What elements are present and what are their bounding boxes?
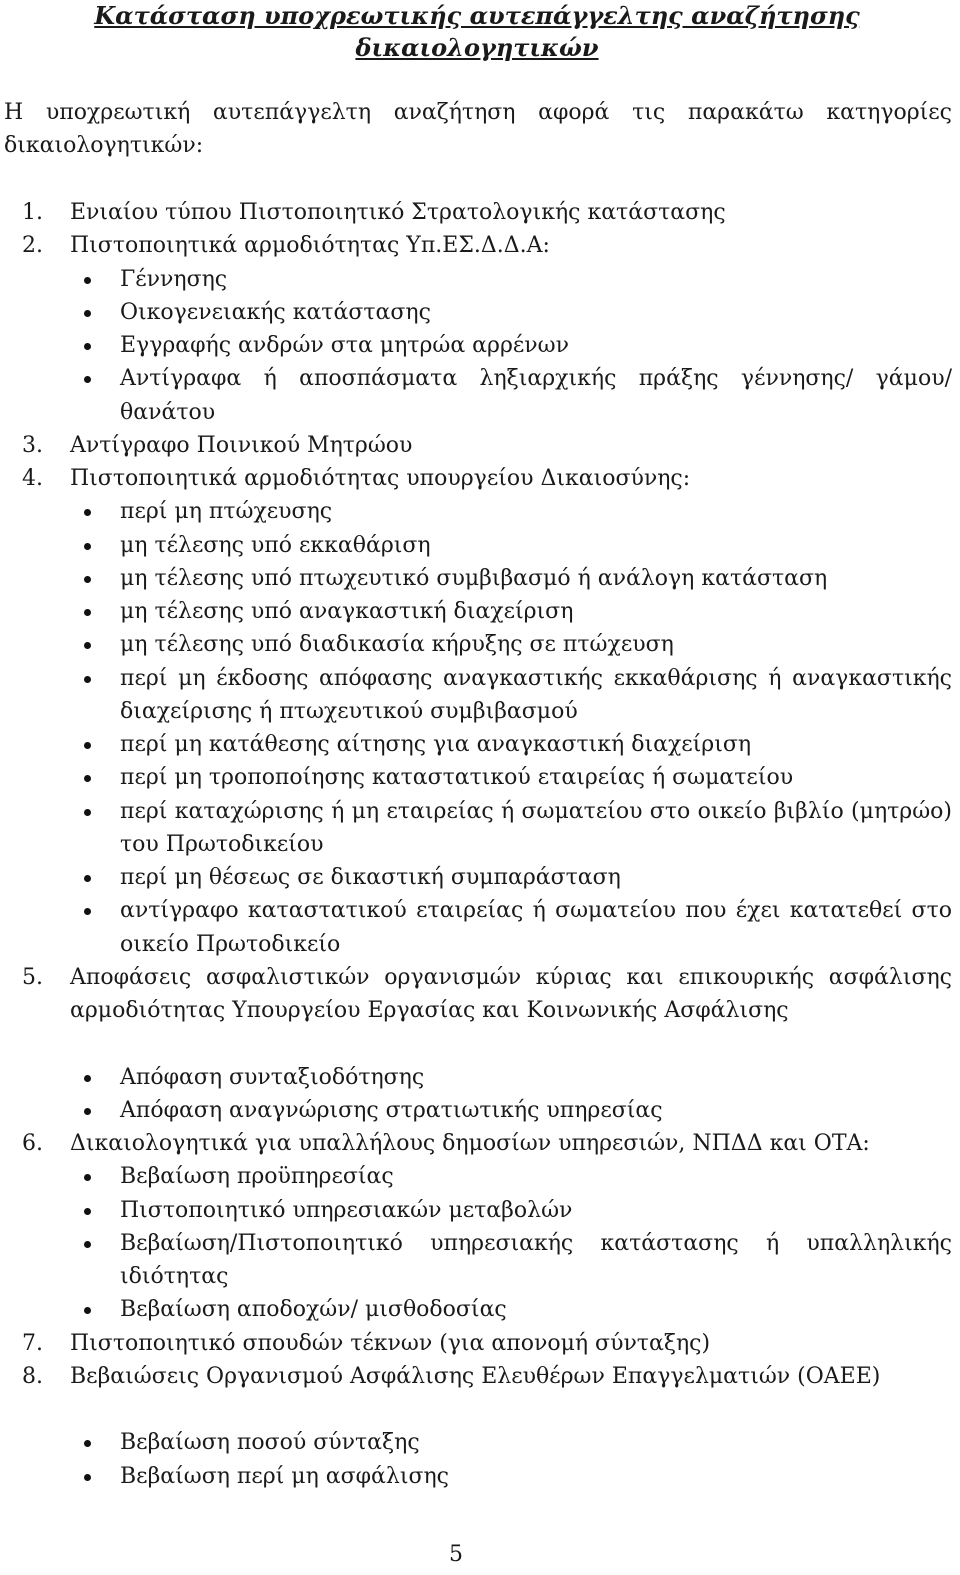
bullet-text: Βεβαίωση προϋπηρεσίας: [120, 1164, 394, 1190]
bullet-item: [0, 1094, 960, 1127]
bullet-icon: [84, 277, 91, 284]
bullet-item: [0, 263, 960, 296]
intro-line-1: Η υποχρεωτική αυτεπάγγελτη αναζήτηση αφορά τις παρακάτω κατηγορίες: [4, 100, 952, 125]
intro-paragraph: [4, 96, 952, 162]
bullet-icon: [84, 1174, 91, 1181]
bullet-icon: [84, 1108, 91, 1115]
bullet-text: Αντίγραφα ή αποσπάσματα ληξιαρχικής πράξης γέννησης/ γάμου/θανάτου: [120, 366, 952, 425]
item-text: Βεβαιώσεις Οργανισμού Ασφάλισης Ελευθέρων Επαγγελματιών (ΟΑΕΕ): [70, 1363, 881, 1389]
item-number: 3.: [22, 432, 43, 458]
item-text: Πιστοποιητικό σπουδών τέκνων (για απονομή σύνταξης): [70, 1330, 711, 1356]
bullet-text: περί καταχώρισης ή μη εταιρείας ή σωματείου στο οικείο βιβλίο (μητρώο) του Πρωτοδικείου: [120, 798, 952, 857]
item-number: 7.: [22, 1330, 43, 1356]
bullet-text: Οικογενειακής κατάστασης: [120, 299, 431, 325]
bullet-icon: [84, 809, 91, 816]
bullet-icon: [84, 1241, 91, 1248]
bullet-icon: [84, 343, 91, 350]
bullet-icon: [84, 376, 91, 383]
page-number: 5: [449, 1542, 463, 1567]
item-text: Δικαιολογητικά για υπαλλήλους δημοσίων υπηρεσιών, ΝΠΔΔ και ΟΤΑ:: [70, 1131, 870, 1156]
bullet-item: [0, 894, 960, 961]
bullet-text: Απόφαση συνταξιοδότησης: [120, 1064, 425, 1090]
list-item: [0, 1360, 960, 1427]
bullet-icon: [84, 509, 91, 516]
bullet-item: [0, 728, 960, 761]
bullet-text: Βεβαίωση αποδοχών/ μισθοδοσίας: [120, 1297, 507, 1323]
title-line-1: Κατάσταση υποχρεωτικής αυτεπάγγελτης αναζήτησης: [94, 1, 860, 30]
bullet-item: [0, 1460, 960, 1493]
bullet-text: περί μη τροποποίησης καταστατικού εταιρείας ή σωματείου: [120, 765, 794, 791]
bullet-item: [0, 1227, 960, 1294]
bullet-icon: [84, 775, 91, 782]
bullet-item: [0, 1061, 960, 1094]
bullet-item: [0, 1194, 960, 1227]
list-item: [0, 429, 960, 462]
bullet-text: αντίγραφο καταστατικού εταιρείας ή σωματείου που έχει κατατεθεί στο οικείο Πρωτοδικείο: [120, 898, 952, 957]
bullet-item: [0, 562, 960, 595]
item-number: 6.: [22, 1131, 43, 1156]
bullet-icon: [84, 742, 91, 749]
bullet-icon: [84, 310, 91, 317]
item-number: 5.: [22, 964, 43, 990]
bullet-text: περί μη κατάθεσης αίτησης για αναγκαστική διαχείριση: [120, 732, 752, 757]
bullet-text: μη τέλεσης υπό πτωχευτικό συμβιβασμό ή ανάλογη κατάσταση: [120, 565, 828, 591]
bullet-text: Απόφαση αναγνώρισης στρατιωτικής υπηρεσίας: [120, 1097, 663, 1123]
item-number: 4.: [22, 466, 43, 491]
bullet-icon: [84, 1474, 91, 1481]
list-item: [0, 462, 960, 495]
bullet-item: [0, 761, 960, 794]
list-item: [0, 1127, 960, 1160]
item-text: Αποφάσεις ασφαλιστικών οργανισμών κύριας και επικουρικής ασφάλισης αρμοδιότητας Υπουργείου Εργασίας και Κοινωνικής Ασφάλισης: [70, 964, 952, 1023]
page-title: [0, 0, 954, 64]
list-item: [0, 961, 960, 1061]
list-item: [0, 229, 960, 262]
bullet-item: [0, 1293, 960, 1326]
bullet-text: Πιστοποιητικό υπηρεσιακών μεταβολών: [120, 1197, 573, 1223]
bullet-text: μη τέλεσης υπό αναγκαστική διαχείριση: [120, 599, 574, 624]
bullet-item: [0, 329, 960, 362]
bullet-item: [0, 529, 960, 562]
bullet-icon: [84, 1075, 91, 1082]
item-number: 1.: [22, 200, 43, 225]
bullet-item: [0, 595, 960, 628]
bullet-text: μη τέλεσης υπό διαδικασία κήρυξης σε πτώχευση: [120, 632, 674, 658]
bullet-item: [0, 861, 960, 894]
item-number: 8.: [22, 1363, 43, 1389]
intro-line-2: δικαιολογητικών:: [4, 133, 204, 158]
bullet-item: [0, 662, 960, 729]
list-item: [0, 1327, 960, 1360]
bullet-icon: [84, 642, 91, 649]
bullet-text: περί μη πτώχευσης: [120, 499, 333, 525]
bullet-item: [0, 1160, 960, 1193]
bullet-icon: [84, 609, 91, 616]
list-item: [0, 196, 960, 229]
bullet-icon: [84, 1307, 91, 1314]
item-number: 2.: [22, 233, 43, 259]
bullet-icon: [84, 875, 91, 882]
bullet-text: Βεβαίωση/Πιστοποιητικό υπηρεσιακής κατάστασης ή υπαλληλικής ιδιότητας: [120, 1230, 952, 1289]
item-text: Ενιαίου τύπου Πιστοποιητικό Στρατολογικής κατάστασης: [70, 200, 726, 225]
bullet-text: Βεβαίωση ποσού σύνταξης: [120, 1430, 420, 1456]
bullet-icon: [84, 908, 91, 915]
bullet-item: [0, 362, 960, 429]
bullet-item: [0, 628, 960, 661]
bullet-icon: [84, 1440, 91, 1447]
bullet-icon: [84, 676, 91, 683]
item-text: Αντίγραφο Ποινικού Μητρώου: [70, 432, 413, 458]
item-text: Πιστοποιητικά αρμοδιότητας υπουργείου Δικαιοσύνης:: [70, 466, 691, 491]
bullet-item: [0, 296, 960, 329]
title-line-2: δικαιολογητικών: [355, 33, 599, 62]
bullet-icon: [84, 1208, 91, 1215]
bullet-text: μη τέλεσης υπό εκκαθάριση: [120, 532, 431, 558]
bullet-item: [0, 1426, 960, 1459]
bullet-text: Βεβαίωση περί μη ασφάλισης: [120, 1463, 450, 1489]
bullet-item: [0, 795, 960, 862]
bullet-text: Γέννησης: [120, 266, 228, 292]
bullet-icon: [84, 576, 91, 583]
bullet-item: [0, 495, 960, 528]
item-text: Πιστοποιητικά αρμοδιότητας Υπ.ΕΣ.Δ.Δ.Α:: [70, 233, 550, 259]
bullet-text: περί μη θέσεως σε δικαστική συμπαράσταση: [120, 865, 621, 890]
bullet-text: Εγγραφής ανδρών στα μητρώα αρρένων: [120, 333, 569, 358]
categories-list: [0, 196, 960, 1493]
bullet-text: περί μη έκδοσης απόφασης αναγκαστικής εκκαθάρισης ή αναγκαστικής διαχείρισης ή πτωχευτικού συμβιβασμού: [120, 665, 952, 724]
bullet-icon: [84, 543, 91, 550]
